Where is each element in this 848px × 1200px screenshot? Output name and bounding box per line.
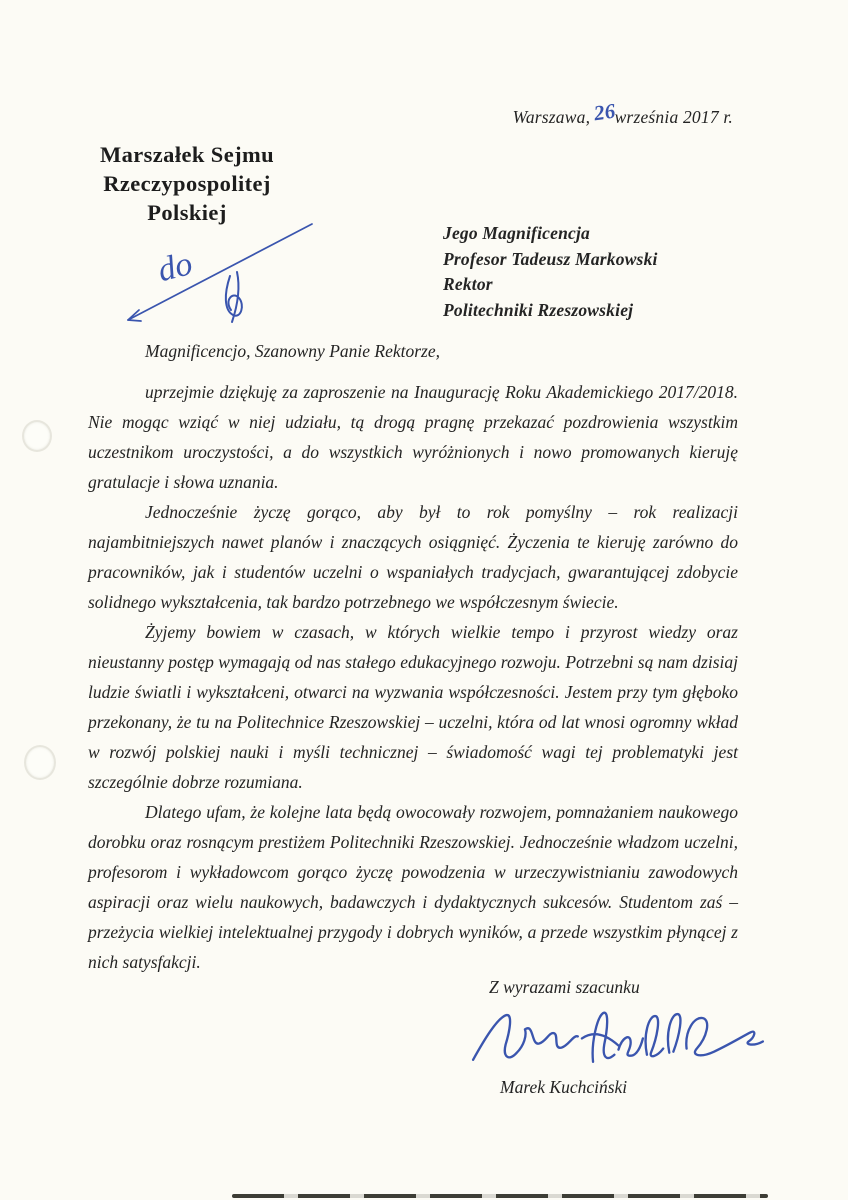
dateline-city: Warszawa, bbox=[512, 107, 591, 127]
hole-punch-mark bbox=[22, 420, 52, 452]
closing-phrase: Z wyrazami szacunku bbox=[489, 977, 640, 997]
dateline-rest: września 2017 r. bbox=[614, 107, 733, 127]
annotation-word: do bbox=[154, 245, 197, 290]
handwritten-annotation bbox=[112, 218, 318, 334]
letter-body bbox=[88, 377, 738, 977]
recipient-line: Rektor bbox=[443, 274, 493, 294]
recipient-line: Jego Magnificencja bbox=[443, 223, 590, 243]
recipient-line: Profesor Tadeusz Markowski bbox=[443, 248, 658, 269]
letterhead-line2: Rzeczypospolitej Polskiej bbox=[103, 171, 271, 225]
recipient-line: Politechniki Rzeszowskiej bbox=[443, 299, 634, 320]
letterhead-line1: Marszałek Sejmu bbox=[99, 142, 275, 167]
annotation-paraph bbox=[226, 272, 242, 322]
paragraph-2: Jednocześnie życzę gorąco, aby był to rok pomyślny – rok realizacji najambitniejszych nawet planów i znaczących osiągnięć. Życzenia te kieruję zarówno do pracowników, jak i studentów uczelni o wspaniałych tradycjach, gwarantującej zdobycie solidnego wykształcenia, tak bardzo potrzebnego we współczesnym świecie. bbox=[88, 502, 738, 612]
annotation-strike-line bbox=[128, 224, 312, 320]
annotation-arrowhead bbox=[128, 310, 141, 321]
handwritten-date-day: 26 bbox=[592, 98, 618, 126]
scan-artifact-strip bbox=[232, 1194, 768, 1198]
paragraph-1: uprzejmie dziękuję za zaproszenie na Inaugurację Roku Akademickiego 2017/2018. Nie mogąc wziąć w niej udziału, tą drogą pragnę przekazać pozdrowienia wszystkim uczestnikom uroczystości, a do wszystkich wyróżnionych i nowo promowanych kieruję gratulacje i słowa uznania. bbox=[88, 382, 738, 492]
letterhead bbox=[62, 140, 312, 227]
salutation: Magnificencjo, Szanowny Panie Rektorze, bbox=[145, 341, 440, 361]
annotation-arrow-drawing bbox=[112, 218, 318, 334]
paragraph-4: Dlatego ufam, że kolejne lata będą owocowały rozwojem, pomnażaniem naukowego dorobku oraz rosnącym prestiżem Politechniki Rzeszowskiej. Jednocześnie władzom uczelni, profesorom i wykładowcom gorąco życzę powodzenia w urzeczywistnianiu zawodowych aspiracji oraz wielu naukowych, badawczych i dydaktycznych sukcesów. Studentom zaś – przeżycia wielkiej intelektualnej przygody i dobrych wyników, a przede wszystkim płynącej z nich satysfakcji. bbox=[88, 802, 738, 972]
recipient-block bbox=[443, 221, 658, 323]
dateline bbox=[0, 98, 733, 129]
handwritten-signature bbox=[468, 1003, 773, 1081]
signatory-name: Marek Kuchciński bbox=[500, 1077, 628, 1097]
paragraph-3: Żyjemy bowiem w czasach, w których wielkie tempo i przyrost wiedzy oraz nieustanny postęp wymagają od nas stałego edukacyjnego rozwoju. Potrzebni są nam dzisiaj ludzie światli i wykształceni, otwarci na wyzwania współczesności. Jestem przy tym głęboko przekonany, że tu na Politechnice Rzeszowskiej – uczelni, która od lat wnosi ogromny wkład w rozwój polskiej nauki i myśli technicznej – świadomość wagi tej problematyki jest szczególnie dobrze rozumiana. bbox=[88, 622, 738, 792]
hole-punch-mark bbox=[24, 745, 56, 780]
